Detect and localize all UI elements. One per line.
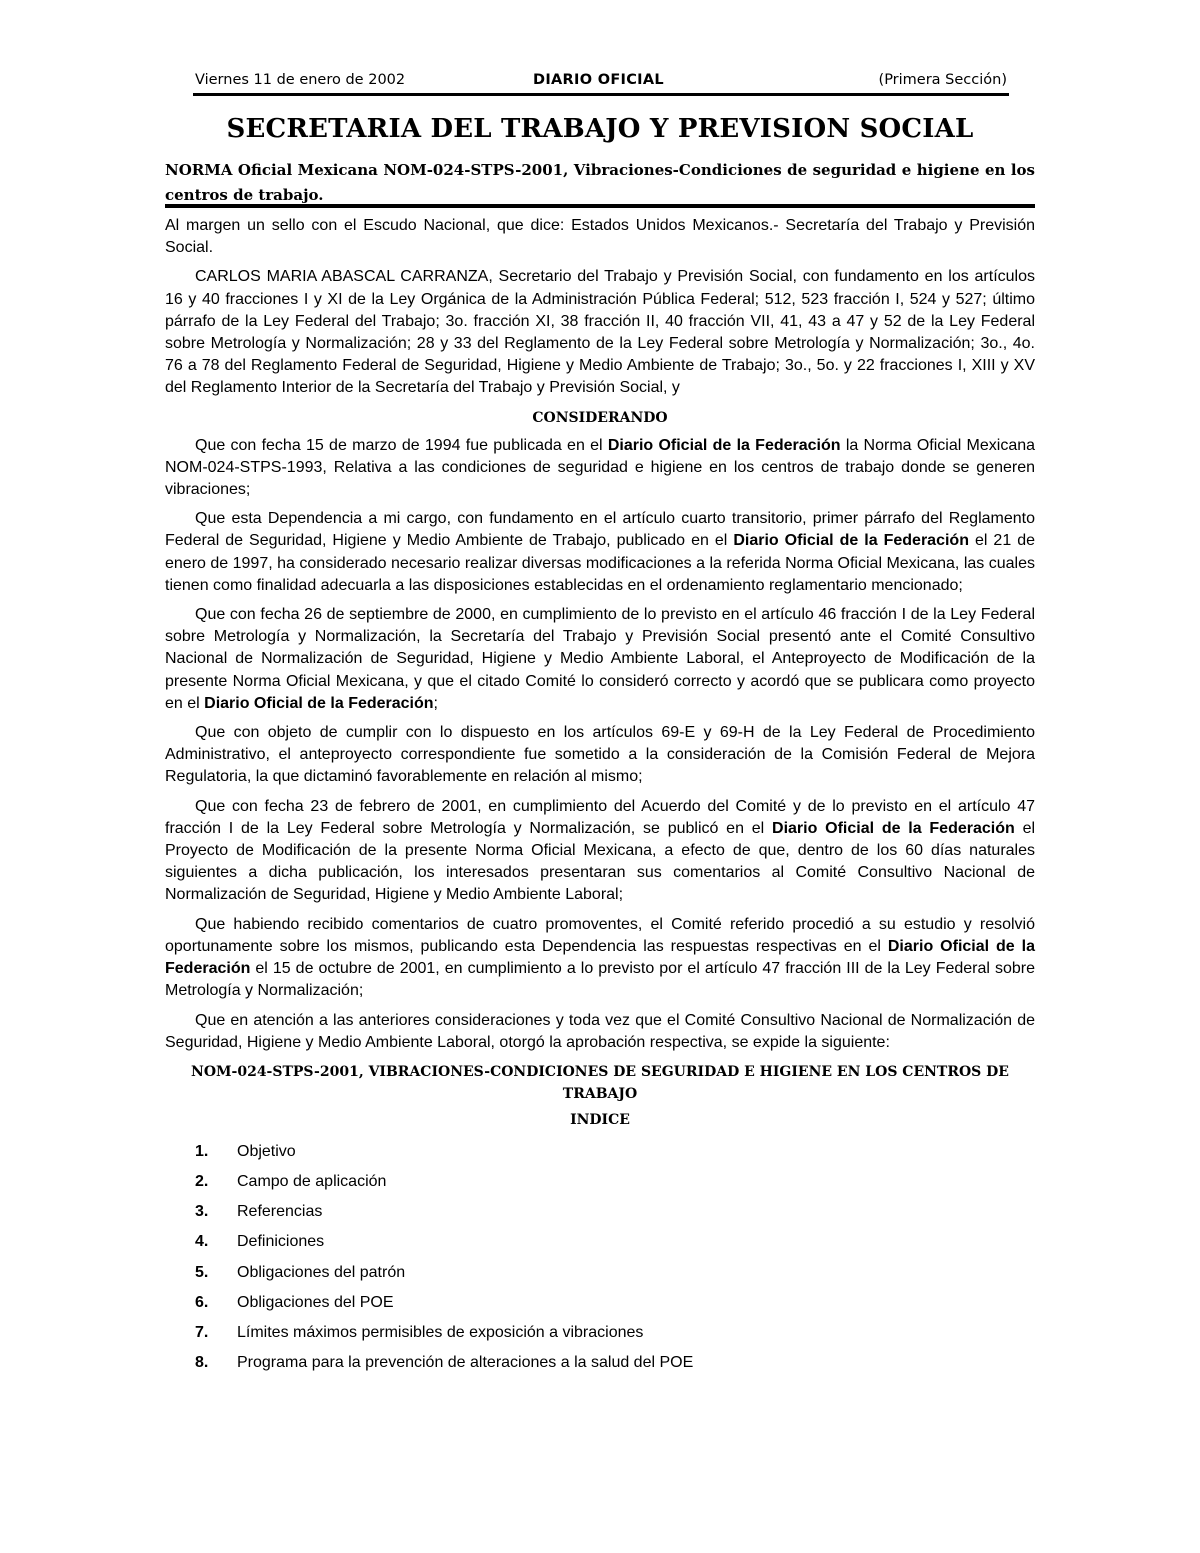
intro-paragraph: CARLOS MARIA ABASCAL CARRANZA, Secretario del Trabajo y Previsión Social, con fundamento en los artículos 16 y 40 fracciones I y XI de la Ley Orgánica de la Administración Pública Federal; 512, 523 fracción I, 524 y 527; último párrafo de la Ley Federal del Trabajo; 3o. fracción XI, 38 fracción II, 40 fracción VII, 41, 43 a 47 y 52 de la Ley Federal sobre Metrología y Normalización; 28 y 33 del Reglamento de la Ley Federal sobre Metrología y Normalización; 3o., 4o. 76 a 78 del Reglamento Federal de Seguridad, Higiene y Medio Ambiente de Trabajo; 3o., 5o. y 22 fracciones I, XIII y XV del Reglamento Interior de la Secretaría del Trabajo y Previsión Social, y bbox=[165, 268, 1035, 397]
index-number: 8. bbox=[195, 1354, 209, 1372]
dof-reference: Diario Oficial de la Federación bbox=[165, 937, 1035, 978]
index-text: Objetivo bbox=[237, 1142, 296, 1160]
page-title: SECRETARIA DEL TRABAJO Y PREVISION SOCIAL bbox=[226, 114, 974, 144]
index-item bbox=[165, 1348, 1035, 1378]
considerando-paragraph: Que con fecha 15 de marzo de 1994 fue publicada en el Diario Oficial de la Federación la Norma Oficial Mexicana NOM-024-STPS-1993, Relativa a las condiciones de seguridad e higiene en los centros de trabajo donde se generen vibraciones; bbox=[165, 436, 1036, 499]
title-rule bbox=[165, 204, 1035, 208]
index-text: Definiciones bbox=[237, 1233, 325, 1251]
index-heading: INDICE bbox=[570, 1111, 630, 1128]
index-number: 3. bbox=[195, 1203, 209, 1221]
index-item bbox=[165, 1197, 1035, 1227]
document-body bbox=[165, 215, 1035, 1378]
norm-subtitle: NORMA Oficial Mexicana NOM-024-STPS-2001, Vibraciones-Condiciones de seguridad e higiene en los centros de trabajo. bbox=[165, 161, 1035, 204]
seal-paragraph: Al margen un sello con el Escudo Nacional, que dice: Estados Unidos Mexicanos.- Secretaría del Trabajo y Previsión Social. bbox=[165, 217, 1035, 257]
index-item bbox=[165, 1137, 1035, 1167]
dof-reference: Diario Oficial de la Federación bbox=[204, 694, 434, 712]
index-text: Obligaciones del patrón bbox=[237, 1263, 406, 1281]
index-number: 4. bbox=[195, 1233, 209, 1251]
index-number: 6. bbox=[195, 1293, 209, 1311]
index-item bbox=[165, 1288, 1035, 1318]
considerando-paragraph: Que con objeto de cumplir con lo dispuesto en los artículos 69-E y 69-H de la Ley Federal de Procedimiento Administrativo, el anteproyecto correspondiente fue sometido a la consideración de la Comisión Federal de Mejora Regulatoria, la que dictaminó favorablemente en relación al mismo; bbox=[165, 724, 1035, 786]
index-number: 2. bbox=[195, 1173, 209, 1191]
index-text: Campo de aplicación bbox=[237, 1173, 387, 1191]
index-item bbox=[165, 1258, 1035, 1288]
dof-reference: Diario Oficial de la Federación bbox=[772, 819, 1015, 837]
dof-reference: Diario Oficial de la Federación bbox=[607, 436, 841, 454]
dof-reference: Diario Oficial de la Federación bbox=[733, 532, 969, 550]
considerando-paragraph: Que con fecha 23 de febrero de 2001, en cumplimiento del Acuerdo del Comité y de lo previsto en el artículo 47 fracción I de la Ley Federal sobre Metrología y Normalización, se publicó en el Diario Oficial de la Federación el Proyecto de Modificación de la presente Norma Oficial Mexicana, a efecto de que, dentro de los 60 días naturales siguientes a dicha publicación, los interesados presentaran sus comentarios al Comité Consultivo Nacional de Normalización de Seguridad, Higiene y Medio Ambiente Laboral; bbox=[165, 797, 1036, 904]
index-text: Referencias bbox=[237, 1203, 323, 1221]
considerando-heading: CONSIDERANDO bbox=[532, 409, 668, 426]
page-header bbox=[195, 72, 1007, 94]
nom-heading: NOM-024-STPS-2001, VIBRACIONES-CONDICIONES DE SEGURIDAD E HIGIENE EN LOS CENTROS DE TRABAJO bbox=[191, 1063, 1009, 1102]
index-item bbox=[165, 1318, 1035, 1348]
considerando-paragraph: Que habiendo recibido comentarios de cuatro promoventes, el Comité referido procedió a su estudio y resolvió oportunamente sobre los mismos, publicando esta Dependencia las respuestas respectivas en el Diario Oficial de la Federación el 15 de octubre de 2001, en cumplimiento a lo previsto por el artículo 47 fracción III de la Ley Federal sobre Metrología y Normalización; bbox=[165, 915, 1035, 1000]
index-text: Límites máximos permisibles de exposición a vibraciones bbox=[237, 1324, 644, 1342]
index-text: Programa para la prevención de alteraciones a la salud del POE bbox=[237, 1354, 694, 1372]
index-item bbox=[165, 1167, 1035, 1197]
header-date: Viernes 11 de enero de 2002 bbox=[195, 72, 406, 88]
header-section: (Primera Sección) bbox=[878, 72, 1007, 88]
index-number: 1. bbox=[195, 1142, 209, 1160]
considerando-paragraph: Que esta Dependencia a mi cargo, con fundamento en el artículo cuarto transitorio, primer párrafo del Reglamento Federal de Seguridad, Higiene y Medio Ambiente de Trabajo, publicado en el Diario Oficial de la Federación el 21 de enero de 1997, ha considerado necesario realizar diversas modificaciones a la referida Norma Oficial Mexicana, las cuales tienen como finalidad adecuarla a las disposiciones establecidas en el ordenamiento reglamentario mencionado; bbox=[165, 510, 1036, 594]
index-number: 5. bbox=[195, 1263, 209, 1281]
considerando-paragraph: Que con fecha 26 de septiembre de 2000, en cumplimiento de lo previsto en el artículo 46 fracción I de la Ley Federal sobre Metrología y Normalización, la Secretaría del Trabajo y Previsión Social presentó ante el Comité Consultivo Nacional de Normalización de Seguridad, Higiene y Medio Ambiente Laboral, el Anteproyecto de Modificación de la presente Norma Oficial Mexicana, y que el citado Comité lo consideró correcto y acordó que se publicara como proyecto en el Diario Oficial de la Federación; bbox=[165, 606, 1035, 712]
index-text: Obligaciones del POE bbox=[237, 1293, 394, 1311]
index-item bbox=[165, 1227, 1035, 1257]
index-number: 7. bbox=[195, 1324, 209, 1342]
considerando-paragraph: Que en atención a las anteriores consideraciones y toda vez que el Comité Consultivo Nacional de Normalización de Seguridad, Higiene y Medio Ambiente Laboral, otorgó la aprobación respectiva, se expide la siguiente: bbox=[165, 1011, 1035, 1051]
header-publication: DIARIO OFICIAL bbox=[533, 72, 664, 88]
index-list bbox=[165, 1137, 1035, 1379]
header-rule bbox=[193, 93, 1009, 96]
